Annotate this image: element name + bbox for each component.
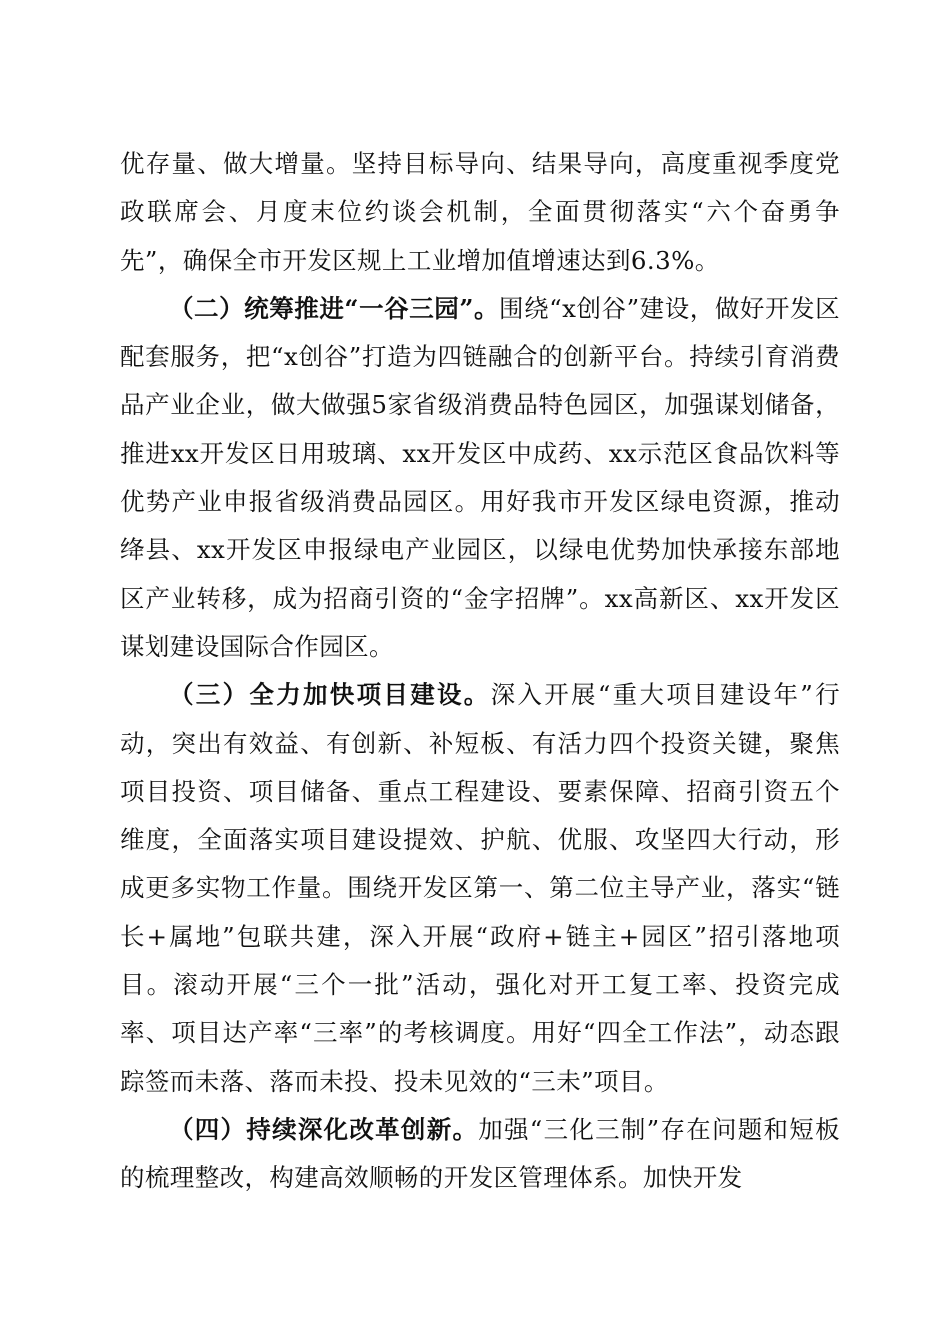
paragraph-section-2 xyxy=(120,285,840,671)
section-heading: （二）统筹推进“一谷三园”。 xyxy=(169,293,500,323)
paragraph-text: 深入开展“重大项目建设年”行动，突出有效益、有创新、补短板、有活力四个投资关键，聚焦项目投资、项目储备、重点工程建设、要素保障、招商引资五个维度，全面落实项目建设提效、护航、优服、攻坚四大行动，形成更多实物工作量。围绕开发区第一、第二位主导产业，落实“链长+属地”包联共建，深入开展“政府+链主+园区”招引落地项目。滚动开展“三个一批”活动，强化对开工复工率、投资完成率、项目达产率“三率”的考核调度。用好“四全工作法”，动态跟踪签而未落、落而未投、投未见效的“三未”项目。 xyxy=(120,680,840,1096)
paragraph-section-4 xyxy=(120,1106,840,1203)
section-heading: （四）持续深化改革创新。 xyxy=(169,1114,479,1144)
section-heading: （三）全力加快项目建设。 xyxy=(169,680,491,710)
paragraph-text: 围绕“x创谷”建设，做好开发区配套服务，把“x创谷”打造为四链融合的创新平台。持续引育消费品产业企业，做大做强5家省级消费品特色园区，加强谋划储备，推进xx开发区日用玻璃、xx开发区中成药、xx示范区食品饮料等优势产业申报省级消费品园区。用好我市开发区绿电资源，推动绛县、xx开发区申报绿电产业园区，以绿电优势加快承接东部地区产业转移，成为招商引资的“金字招牌”。xx高新区、xx开发区谋划建设国际合作园区。 xyxy=(120,293,840,661)
paragraph-text: 加强“三化三制”存在问题和短板的梳理整改，构建高效顺畅的开发区管理体系。加快开发 xyxy=(120,1114,840,1193)
paragraph-continuation xyxy=(120,140,840,285)
document-body xyxy=(120,140,840,1203)
paragraph-section-3 xyxy=(120,671,840,1106)
paragraph-text: 优存量、做大增量。坚持目标导向、结果导向，高度重视季度党政联席会、月度末位约谈会机制，全面贯彻落实“六个奋勇争先”，确保全市开发区规上工业增加值增速达到6.3%。 xyxy=(120,149,840,275)
